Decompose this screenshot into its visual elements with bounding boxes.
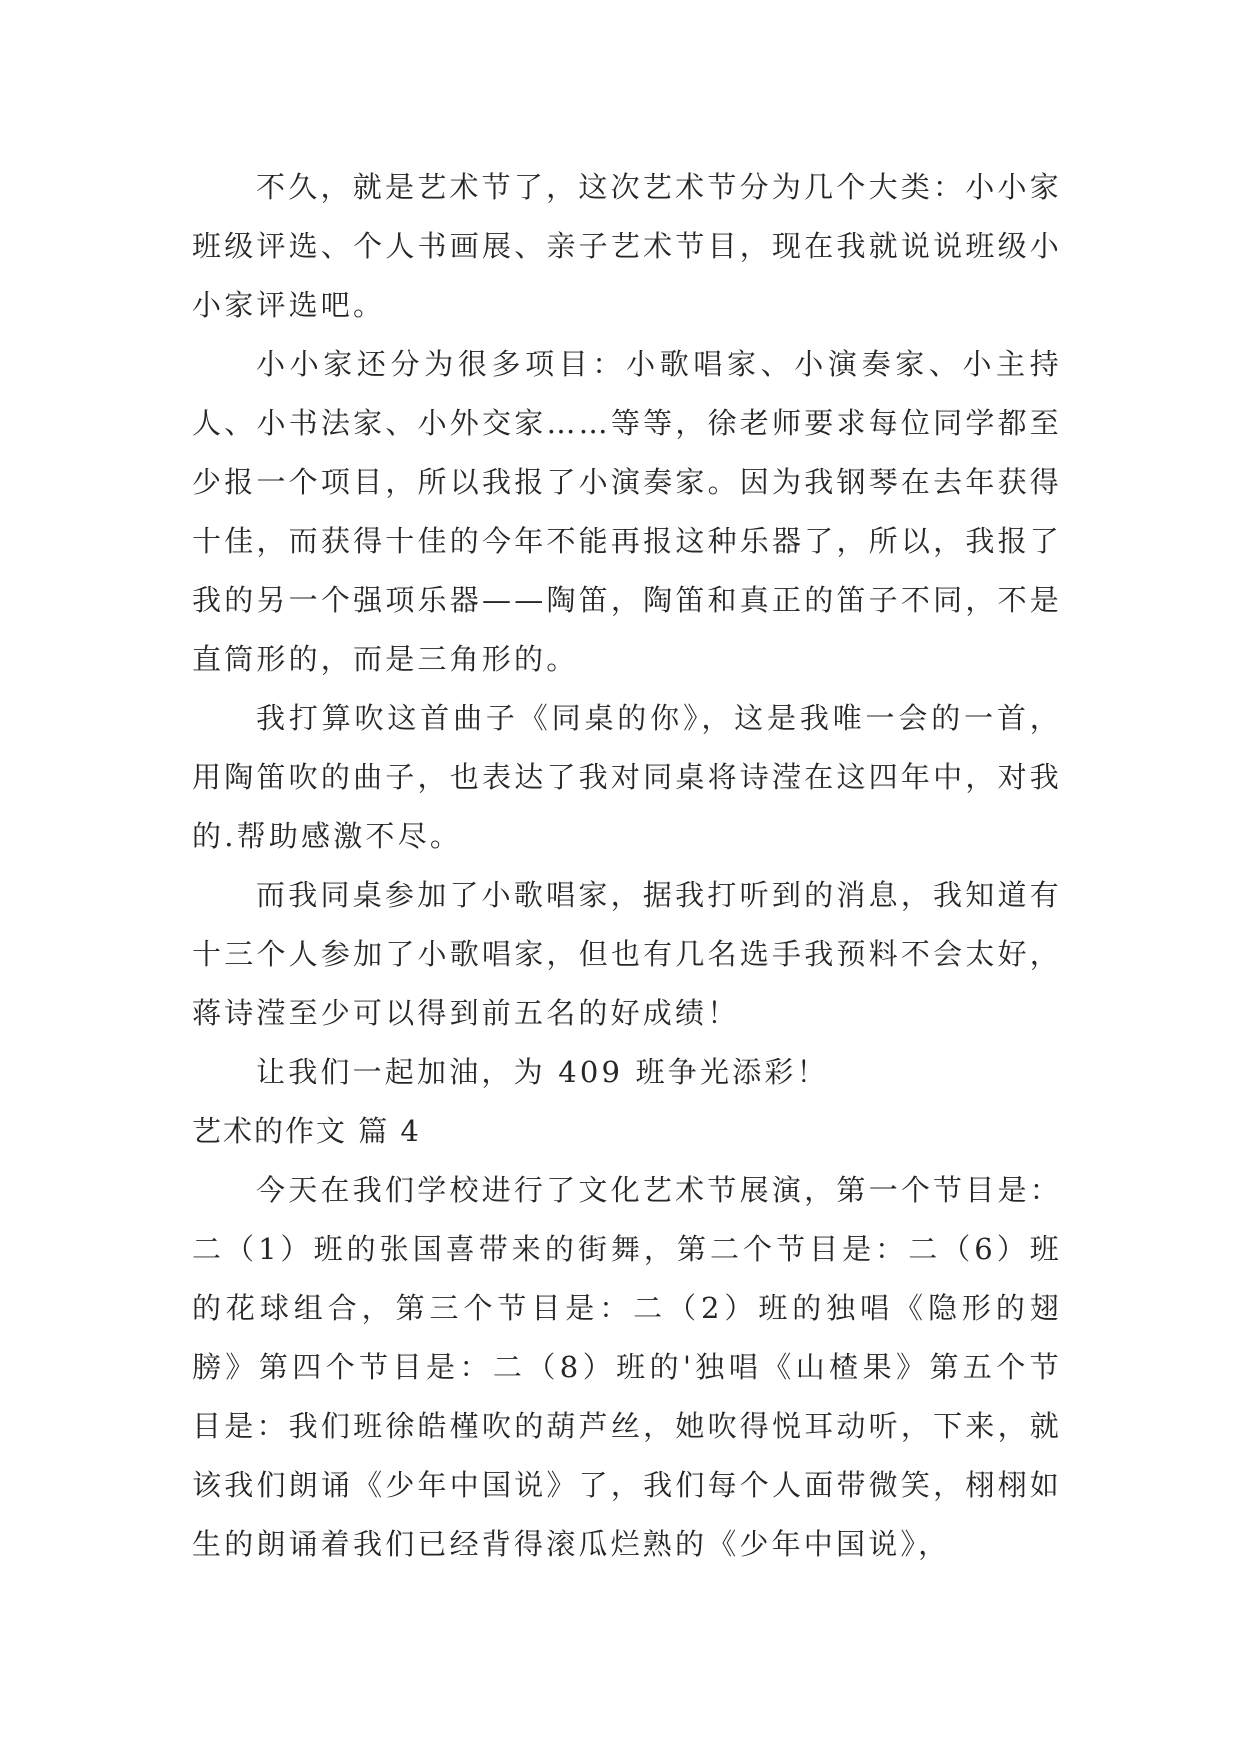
paragraph-deskmate-singer: 而我同桌参加了小歌唱家，据我打听到的消息，我知道有十三个人参加了小歌唱家，但也有几名选手我预料不会太好，蒋诗滢至少可以得到前五名的好成绩！ (192, 878, 1062, 1030)
paragraph-little-artist-projects: 小小家还分为很多项目：小歌唱家、小演奏家、小主持人、小书法家、小外交家……等等，徐老师要求每位同学都至少报一个项目，所以我报了小演奏家。因为我钢琴在去年获得十佳，而获得十佳的今年不能再报这种乐器了，所以，我报了我的另一个强项乐器——陶笛，陶笛和真正的笛子不同，不是直筒形的，而是三角形的。 (192, 347, 1062, 676)
paragraph-song-choice: 我打算吹这首曲子《同桌的你》，这是我唯一会的一首，用陶笛吹的曲子，也表达了我对同桌将诗滢在这四年中，对我的.帮助感激不尽。 (192, 701, 1062, 853)
document-body (192, 158, 1062, 1574)
paragraph-art-festival-intro: 不久，就是艺术节了，这次艺术节分为几个大类：小小家班级评选、个人书画展、亲子艺术节目，现在我就说说班级小小家评选吧。 (192, 170, 1062, 322)
paragraph-cheer: 让我们一起加油，为 409 班争光添彩！ (256, 1055, 829, 1089)
paragraph-festival-performance: 今天在我们学校进行了文化艺术节展演，第一个节目是：二（1）班的张国喜带来的街舞，第二个节目是：二（6）班的花球组合，第三个节目是：二（2）班的独唱《隐形的翅膀》第四个节目是：二（8）班的'独唱《山楂果》第五个节目是：我们班徐皓槿吹的葫芦丝，她吹得悦耳动听，下来，就该我们朗诵《少年中国说》了，我们每个人面带微笑，栩栩如生的朗诵着我们已经背得滚瓜烂熟的《少年中国说》， (192, 1173, 1062, 1561)
section-heading: 艺术的作文 篇 4 (192, 1114, 421, 1148)
